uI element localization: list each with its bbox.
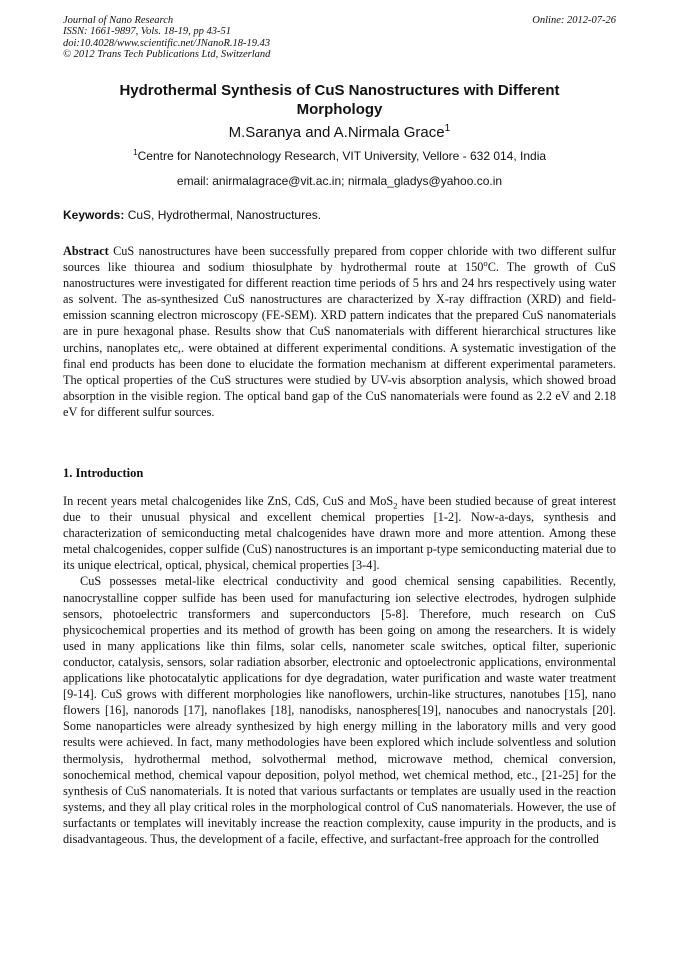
abstract-text-2: C. The growth of CuS nanostructures were investigated for different reaction time periods of 5 hrs and 24 hrs respectively using water as solvent. The as-synthesized CuS nanostructures are characterized by X-ray diffraction (XRD) and field-emission scanning electron microscopy (FE-SEM). XRD pattern indicates that the prepared CuS nanomaterials are in pure hexagonal phase. Results show that CuS nanomaterials with different hierarchical structures like urchins, nanoplates etc,. were obtained at different experimental conditions. A systematic investigation of the final end products has been done to elucidate the formation mechanism at different experimental parameters. The optical properties of the CuS structures were studied by UV-vis absorption analysis, which showed broad absorption in the visible region. The optical band gap of the CuS nanomaterials were found as 2.2 eV and 2.18 eV for different sulfur sources. [63,260,616,419]
author-affiliation [63,148,616,164]
affiliation-text: Centre for Nanotechnology Research, VIT University, Vellore - 632 014, India [137,149,547,163]
author-email: email: anirmalagrace@vit.ac.in; nirmala_gladys@yahoo.co.in [176,174,503,188]
abstract [63,243,616,420]
section-heading-introduction: 1. Introduction [63,466,144,480]
abstract-text-1: CuS nanostructures have been successfully prepared from copper chloride with two different sulfur sources like thiourea and sodium thiosulphate by hydrothermal route at 150 [63,244,616,275]
paper-title-line-2: Morphology [296,101,383,118]
intro-paragraph-1 [63,493,616,573]
journal-header [63,15,616,61]
journal-doi: doi:10.4028/www.scientific.net/JNanoR.18-19.43 [63,37,271,49]
degree-sup: o [483,258,488,268]
online-date: Online: 2012-07-26 [532,15,616,26]
intro-p1-text-1: In recent years metal chalcogenides like ZnS, CdS, CuS and MoS [63,494,394,508]
author-names: M.Saranya and A.Nirmala Grace [228,124,445,141]
paper-title [63,81,616,119]
journal-copyright: © 2012 Trans Tech Publications Ltd, Switzerland [63,49,271,61]
paper-title-line-1: Hydrothermal Synthesis of CuS Nanostructures with Different [119,82,560,99]
affiliation-marker: 1 [132,147,138,157]
intro-p1-text-2: have been studied because of great interest due to their unusual physical and excellent chemical properties [1-2]. Now-a-days, synthesis and characterization of semiconducting metal chalcogenides have drawn more and more attention. Among these metal chalcogenides, copper sulfide (CuS) nanostructures is an important p-type semiconducting material due to its unique electrical, optical, physical, chemical properties [3-4]. [63,494,616,573]
intro-paragraph-2: CuS possesses metal-like electrical conductivity and good chemical sensing capabilities. Recently, nanocrystalline copper sulfide has been used for manufacturing ion selective electrodes, hydrogen sulphide sensors, photoelectric transformers and superconductors [5-8]. Therefore, much research on CuS physicochemical properties and its method of growth has been going on among the researchers. It is widely used in many applications like thin films, solar cells, nanometer scale switches, optical filter, superionic conductor, catalysis, sensors, solar radiation absorber, electronic and optoelectronic applications, environmental applications like photocatalytic applications for dye degradation, water purification and waste water treatment [9-14]. CuS grows with different morphologies like nanoflowers, urchin-like structures, nanotubes [15], nano flowers [16], nanorods [17], nanoflakes [18], nanodisks, nanospheres[19], nanocubes and nanocrystals [20]. Some nanoparticles were already synthesized by high energy milling in the laboratory mills and very good results were achieved. In fact, many methodologies have been explored which include solventless and solution thermolysis, hydrothermal method, solvothermal method, microwave method, chemical conversion, sonochemical method, chemical vapour deposition, polyol method, wet chemical method, etc., [21-25] for the synthesis of CuS nanomaterials. It is noted that various surfactants or templates are usually used in the reaction systems, and they all play critical roles in the morphological control of CuS nanomaterials. However, the use of surfactants or templates will inevitably increase the reaction complexity, cause impurity in the products, and is disadvantageous. Thus, the development of a facile, effective, and surfactant-free approach for the controlled [63,574,616,846]
journal-name: Journal of Nano Research [63,15,174,26]
paper-authors [63,123,616,142]
author-affiliation-marker: 1 [444,122,451,134]
journal-issn: ISSN: 1661-9897, Vols. 18-19, pp 43-51 [63,26,231,38]
abstract-label: Abstract [63,244,109,258]
subscript-2: 2 [393,500,398,511]
keywords [63,207,616,223]
introduction-body [63,493,616,847]
keywords-label: Keywords: [63,208,125,222]
keywords-text: CuS, Hydrothermal, Nanostructures. [124,208,322,222]
